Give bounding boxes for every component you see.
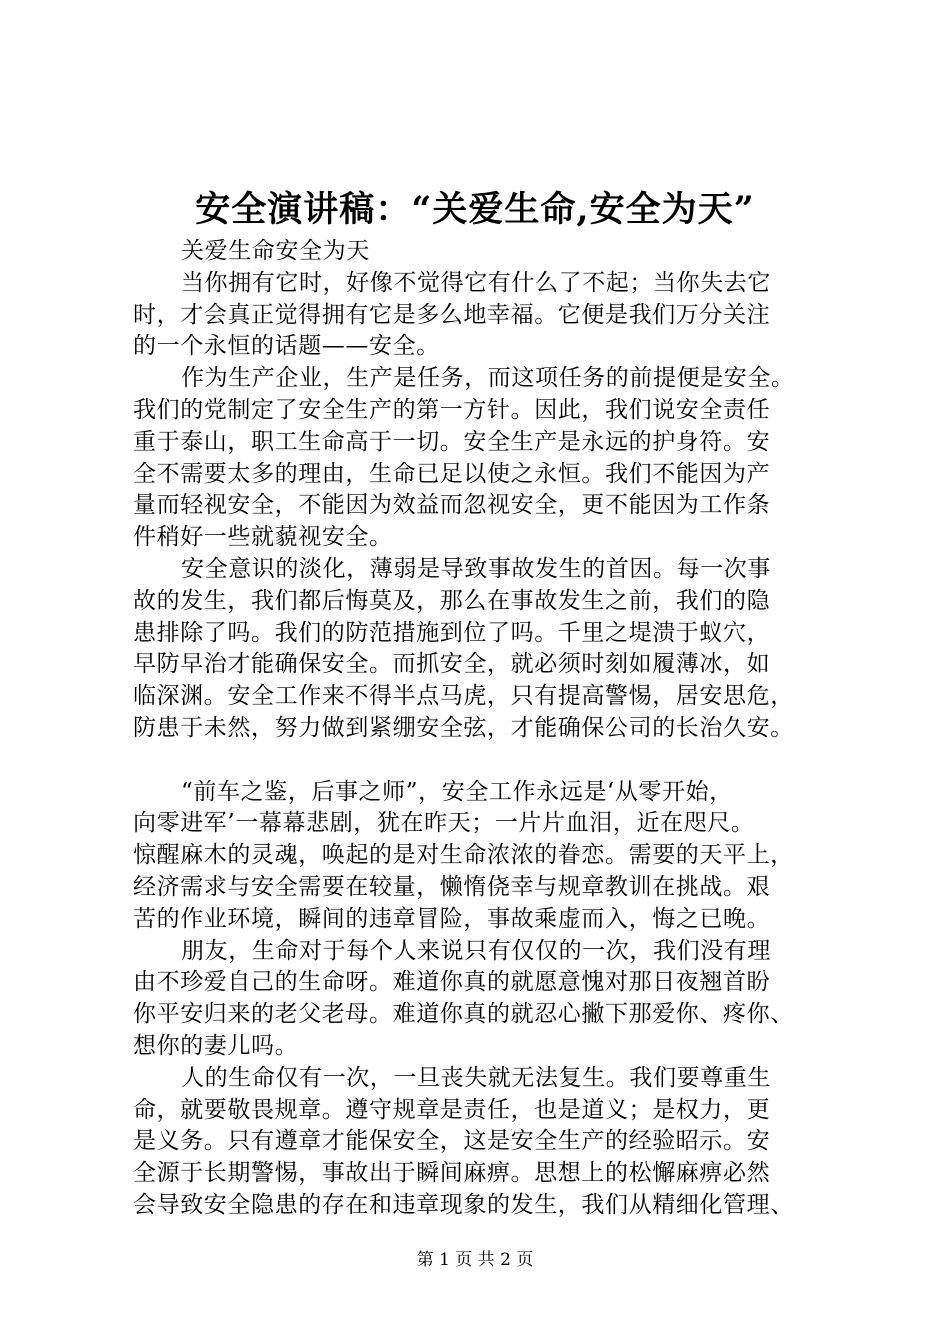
paragraph-line: 由不珍爱自己的生命呀。难道你真的就愿意愧对那日夜翘首盼 (133, 969, 771, 996)
paragraph-line: 时，才会真正觉得拥有它是多么地幸福。它便是我们万分关注 (133, 301, 771, 328)
paragraph-line: 朋友，生命对于每个人来说只有仅仅的一次，我们没有理 (181, 937, 771, 964)
paragraph-line: 安全意识的淡化，薄弱是导致事故发生的首因。每一次事 (181, 555, 771, 582)
paragraph-spacer (133, 745, 833, 777)
paragraph-line: 想你的妻儿吗。 (133, 1032, 299, 1059)
paragraph-line: 防患于未然，努力做到紧绷安全弦，才能确保公司的长治久安。 (133, 714, 794, 741)
document-title: 安全演讲稿：“关爱生命,安全为天” (195, 189, 755, 230)
paragraph-line: 你平安归来的老父老母。难道你真的就忍心撇下那爱你、疼你、 (133, 1001, 794, 1028)
paragraph-line: 故的发生，我们都后悔莫及，那么在事故发生之前，我们的隐 (133, 587, 771, 614)
paragraph-line: 经济需求与安全需要在较量，懒惰侥幸与规章教训在挑战。艰 (133, 873, 771, 900)
paragraph-line: 件稍好一些就藐视安全。 (133, 524, 393, 551)
paragraph-line: 临深渊。安全工作来不得半点马虎，只有提高警惕，居安思危， (133, 683, 794, 710)
page-number: 第 1 页 共 2 页 (416, 1250, 534, 1270)
paragraph-line: 量而轻视安全，不能因为效益而忽视安全，更不能因为工作条 (133, 492, 771, 519)
paragraph-line: 全源于长期警惕，事故出于瞬间麻痹。思想上的松懈麻痹必然 (133, 1160, 771, 1187)
paragraph-line: 苦的作业环境，瞬间的违章冒险，事故乘虚而入，悔之已晚。 (133, 905, 771, 932)
paragraph-line: 向零进军’一幕幕悲剧，犹在昨天；一片片血泪，近在咫尺。 (133, 810, 755, 837)
paragraph-line: 患排除了吗。我们的防范措施到位了吗。千里之堤溃于蚁穴， (133, 619, 771, 646)
paragraph-line: 当你拥有它时，好像不觉得它有什么了不起；当你失去它 (181, 269, 771, 296)
paragraph-line: 早防早治才能确保安全。而抓安全，就必须时刻如履薄冰，如 (133, 651, 771, 678)
paragraph-line: 会导致安全隐患的存在和违章现象的发生，我们从精细化管理、 (133, 1191, 794, 1218)
paragraph-line: 重于泰山，职工生命高于一切。安全生产是永远的护身符。安 (133, 428, 771, 455)
subtitle-line: 关爱生命安全为天 (181, 238, 370, 264)
paragraph-line: 全不需要太多的理由，生命已足以使之永恒。我们不能因为产 (133, 460, 771, 487)
paragraph-line: 是义务。只有遵章才能保安全，这是安全生产的经验昭示。安 (133, 1128, 771, 1155)
document-body (133, 236, 833, 1222)
paragraph-line: “前车之鉴，后事之师”，安全工作永远是‘从零开始， (181, 778, 733, 805)
paragraph-line: 人的生命仅有一次，一旦丧失就无法复生。我们要尊重生 (181, 1064, 771, 1091)
paragraph-line: 我们的党制定了安全生产的第一方针。因此，我们说安全责任 (133, 396, 771, 423)
paragraph-line: 作为生产企业，生产是任务，而这项任务的前提便是安全。 (181, 365, 795, 392)
paragraph-line: 的一个永恒的话题——安全。 (133, 333, 440, 360)
paragraph-line: 惊醒麻木的灵魂，唤起的是对生命浓浓的眷恋。需要的天平上， (133, 842, 794, 869)
paragraph-line: 命，就要敬畏规章。遵守规章是责任，也是道义；是权力，更 (133, 1096, 771, 1123)
